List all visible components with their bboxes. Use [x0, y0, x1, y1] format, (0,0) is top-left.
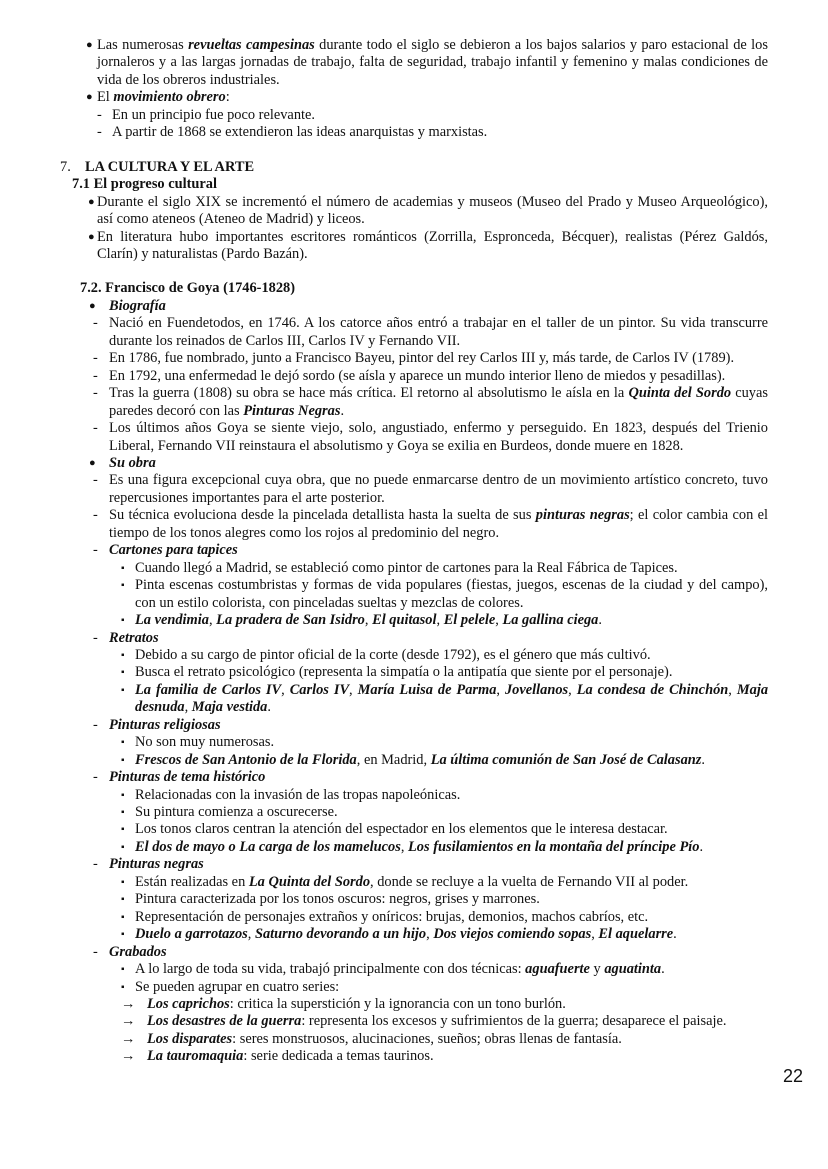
- arrow-icon: →: [121, 1048, 136, 1065]
- text: Relacionadas con la invasión de las tropas napoleónicas.: [135, 786, 461, 803]
- text: ,: [591, 926, 599, 943]
- section-heading: [60, 158, 768, 176]
- text: ,: [400, 838, 409, 855]
- text: No son muy numerosas.: [135, 734, 275, 751]
- emphasis-text: La tauromaquia: [147, 1048, 244, 1065]
- text: En 1792, una enfermedad le dejó sordo (se aísla y aparece un mundo interior lleno de miedos y pesadillas).: [109, 367, 726, 384]
- square-bullet-item: [121, 559, 768, 577]
- bullet-item: [86, 37, 768, 89]
- square-bullet-item: [121, 646, 768, 664]
- dash-marker: -: [93, 943, 98, 960]
- emphasis-text: La gallina ciega: [502, 612, 599, 629]
- text: Están realizadas en: [135, 873, 249, 890]
- dash-item: [93, 367, 768, 385]
- text: ,: [247, 926, 255, 943]
- square-bullet-item: [121, 734, 768, 751]
- text: ,: [728, 681, 737, 698]
- emphasis-text: Pinturas de tema histórico: [109, 769, 266, 786]
- text: Tras la guerra (1808) su obra se hace más crítica. El retorno al absolutismo le aísla en la: [109, 385, 629, 402]
- square-bullet-icon: ▪: [121, 964, 125, 976]
- text: Biografía: [109, 297, 166, 314]
- arrow-icon: →: [121, 1030, 136, 1047]
- square-bullet-item: [121, 612, 768, 629]
- dash-marker: -: [93, 385, 98, 402]
- emphasis-text: Cartones para tapices: [109, 542, 238, 559]
- text: .: [267, 699, 271, 716]
- square-bullet-item: [121, 961, 768, 978]
- dash-marker: -: [93, 542, 98, 559]
- emphasis-text: Pinturas negras: [109, 856, 204, 873]
- dash-item: [93, 350, 768, 367]
- text: , en Madrid,: [356, 751, 431, 768]
- square-bullet-icon: ▪: [121, 841, 125, 853]
- arrow-icon: →: [121, 1013, 136, 1030]
- emphasis-text: Quinta del Sordo: [628, 385, 732, 402]
- emphasis-text: revueltas campesinas: [188, 37, 315, 53]
- text: Nació en Fuendetodos, en 1746. A los catorce años entró a trabajar en el taller de un pintor. Su vida transcurre durante los reinados de Carlos III, Carlos IV y Fernando VII.: [109, 315, 768, 349]
- emphasis-text: Retratos: [109, 629, 159, 646]
- emphasis-text: Maja desnuda: [135, 681, 769, 716]
- text: En 1786, fue nombrado, junto a Francisco Bayeu, pintor del rey Carlos III y, más tarde, de Carlos IV (1789).: [109, 350, 735, 367]
- emphasis-text: aguatinta: [604, 961, 662, 978]
- bullet-icon: ●: [88, 195, 95, 208]
- dash-item: [93, 629, 768, 647]
- square-bullet-icon: ▪: [121, 789, 125, 801]
- square-bullet-icon: ▪: [121, 684, 125, 696]
- text: Busca el retrato psicológico (representa la simpatía o la antipatía que siente por el personaje).: [135, 664, 673, 681]
- arrow-item: [121, 996, 768, 1013]
- text: El: [97, 89, 114, 106]
- emphasis-text: El quitasol: [372, 612, 437, 629]
- square-bullet-item: [121, 838, 768, 856]
- text: durante todo el siglo se debieron a los bajos salarios y paro estacional de los jornaleros y a las largas jornadas de trabajo, falta de seguridad, trabajo infantil y femenino y malas condiciones de vida de los obreros industriales.: [97, 37, 768, 88]
- emphasis-text: La Quinta del Sordo: [248, 873, 371, 890]
- emphasis-text: Maja vestida: [191, 699, 268, 716]
- text: ,: [496, 681, 505, 698]
- text: ,: [184, 699, 192, 716]
- emphasis-text: Los disparates: [147, 1030, 233, 1047]
- text: Su técnica evoluciona desde la pincelada detallista hasta la suelta de sus: [109, 507, 536, 524]
- square-bullet-item: [121, 891, 768, 908]
- bullet-icon: ●: [89, 299, 96, 312]
- text: Durante el siglo XIX se incrementó el número de academias y museos (Museo del Prado y Museo Arqueológico), así como ateneos (Ateneo de Madrid) y liceos.: [97, 193, 768, 228]
- emphasis-text: Los desastres de la guerra: [147, 1013, 302, 1030]
- text: .: [699, 838, 704, 855]
- square-bullet-icon: ▪: [121, 807, 125, 819]
- square-bullet-icon: ▪: [121, 894, 125, 906]
- square-bullet-item: [121, 978, 768, 996]
- square-bullet-item: [121, 926, 768, 943]
- bullet-icon: ●: [86, 39, 93, 51]
- arrow-item: [121, 1048, 768, 1065]
- arrow-icon: →: [121, 996, 136, 1013]
- square-bullet-item: [121, 873, 768, 891]
- square-bullet-item: [121, 577, 768, 612]
- text: , donde se recluye a la vuelta de Fernando VII al poder.: [370, 873, 689, 890]
- dash-marker: -: [93, 716, 98, 733]
- square-bullet-icon: ▪: [121, 754, 125, 766]
- text: .: [340, 402, 345, 419]
- dash-item: [97, 106, 768, 124]
- text: Cuando llegó a Madrid, se estableció como pintor de cartones para la Real Fábrica de Tapices.: [135, 559, 678, 576]
- text: Es una figura excepcional cuya obra, que no puede enmarcarse dentro de un movimiento artístico concreto, tuvo repercusiones importantes para el arte posterior.: [109, 472, 768, 506]
- square-bullet-icon: ▪: [121, 929, 125, 941]
- dash-item: [93, 856, 768, 873]
- square-bullet-item: [121, 681, 769, 717]
- square-bullet-icon: ▪: [121, 737, 125, 749]
- text: ,: [426, 926, 434, 943]
- text: A partir de 1868 se extendieron las ideas anarquistas y marxistas.: [112, 124, 488, 141]
- text: Los últimos años Goya se siente viejo, solo, angustiado, enfermo y perseguido. En 1823, después del Trienio Liberal, Fernando VII reinstaura el absolutismo y Goya se exilia en Burdeos, donde muere en 1828.: [109, 420, 768, 454]
- emphasis-text: El dos de mayo o La carga de los mamelucos: [135, 838, 401, 855]
- text: 7.2. Francisco de Goya (1746-1828): [80, 280, 296, 297]
- text: : representa los excesos y sufrimientos de la guerra; desaparece el paisaje.: [301, 1013, 727, 1030]
- text: Pinta escenas costumbristas y formas de vida populares (fiestas, juegos, escenas de la ciudad y del campo), con un estilo colorista, con pinceladas sueltas y mezclas de colores.: [135, 577, 768, 611]
- dash-marker: -: [93, 769, 98, 786]
- dash-item: [93, 507, 768, 542]
- text: .: [661, 961, 665, 978]
- text: .: [701, 751, 705, 768]
- text: : critica la superstición y la ignorancia con un tono burlón.: [229, 996, 566, 1013]
- text: ,: [364, 612, 373, 629]
- dash-marker: -: [93, 420, 98, 437]
- text: 7.1 El progreso cultural: [72, 176, 217, 193]
- dash-marker: -: [93, 315, 98, 332]
- emphasis-text: pinturas negras: [535, 507, 630, 524]
- square-bullet-icon: ▪: [121, 824, 125, 836]
- emphasis-text: La última comunión de San José de Calasanz: [430, 751, 702, 768]
- emphasis-text: Grabados: [109, 943, 167, 960]
- text: cuyas paredes decoró con las: [109, 385, 768, 419]
- emphasis-text: El pelele: [443, 612, 496, 629]
- dash-item: [97, 124, 768, 141]
- emphasis-text: Dos viejos comiendo sopas: [433, 926, 592, 943]
- text: LA CULTURA Y EL ARTE: [85, 158, 255, 175]
- dash-item: [93, 472, 768, 507]
- square-bullet-icon: ▪: [121, 615, 125, 627]
- text: Los tonos claros centran la atención del espectador en los elementos que le interesa destacar.: [135, 821, 668, 838]
- square-bullet-icon: ▪: [121, 876, 125, 888]
- dash-item: [93, 716, 768, 734]
- subsection-heading: [80, 280, 768, 297]
- page-number: 22: [783, 1066, 804, 1086]
- arrow-item: [121, 1013, 768, 1030]
- emphasis-text: aguafuerte: [525, 961, 590, 978]
- dash-marker: -: [97, 124, 102, 141]
- text: Su pintura comienza a oscurecerse.: [135, 804, 338, 821]
- dash-item: [93, 420, 768, 455]
- emphasis-text: Pinturas religiosas: [109, 716, 221, 733]
- document-body: [0, 37, 828, 1066]
- emphasis-text: Saturno devorando a un hijo: [254, 926, 427, 943]
- section-number: 7.: [60, 158, 71, 175]
- dash-marker: -: [93, 856, 98, 873]
- text: Debido a su cargo de pintor oficial de la corte (desde 1792), es el género que más cultivó.: [135, 646, 651, 663]
- square-bullet-icon: ▪: [121, 562, 125, 574]
- dash-marker: -: [93, 350, 98, 367]
- text: ,: [281, 681, 290, 698]
- emphasis-text: La pradera de San Isidro: [216, 612, 365, 629]
- dash-marker: -: [93, 507, 98, 524]
- text: Representación de personajes extraños y oníricos: brujas, demonios, machos cabríos, etc.: [135, 908, 649, 925]
- square-bullet-item: [121, 804, 768, 821]
- square-bullet-item: [121, 908, 768, 926]
- bullet-icon: ●: [89, 456, 96, 469]
- text: ,: [568, 681, 577, 698]
- square-bullet-item: [121, 664, 768, 681]
- text: : serie dedicada a temas taurinos.: [243, 1048, 434, 1065]
- dash-item: [93, 769, 768, 786]
- bullet-item: [86, 89, 768, 106]
- bullet-icon: ●: [86, 91, 93, 104]
- text: Las numerosas: [97, 37, 189, 53]
- text: :: [225, 89, 230, 106]
- bullet-icon: ●: [88, 230, 95, 243]
- emphasis-text: movimiento obrero: [113, 89, 226, 106]
- square-bullet-icon: ▪: [121, 667, 125, 679]
- dash-marker: -: [93, 367, 98, 384]
- emphasis-text: Los caprichos: [147, 996, 230, 1013]
- emphasis-text: Frescos de San Antonio de la Florida: [135, 751, 357, 768]
- square-bullet-item: [121, 821, 768, 838]
- emphasis-text: María Luisa de Parma: [357, 681, 497, 698]
- text: Pintura caracterizada por los tonos oscuros: negros, grises y marrones.: [135, 891, 540, 908]
- emphasis-text: La familia de Carlos IV: [135, 681, 282, 698]
- dash-marker: -: [93, 472, 98, 489]
- text: ,: [495, 612, 503, 629]
- square-bullet-icon: ▪: [121, 580, 125, 592]
- bullet-item: [88, 228, 768, 264]
- square-bullet-item: [121, 751, 768, 769]
- text: ,: [349, 681, 358, 698]
- topic-heading: [89, 297, 768, 315]
- dash-item: [93, 943, 768, 961]
- text: .: [673, 926, 677, 943]
- emphasis-text: Los fusilamientos en la montaña del príncipe Pío: [408, 838, 700, 855]
- bullet-item: [88, 193, 768, 229]
- text: ; el color cambia con el tiempo de los tonos alegres como los rojos al predominio del negro.: [109, 507, 768, 541]
- text: Su obra: [109, 454, 156, 471]
- emphasis-text: La vendimia: [135, 612, 209, 629]
- text: A lo largo de toda su vida, trabajó principalmente con dos técnicas:: [135, 961, 526, 978]
- text: En un principio fue poco relevante.: [112, 106, 315, 123]
- square-bullet-icon: ▪: [121, 981, 125, 993]
- topic-heading: [89, 454, 768, 472]
- emphasis-text: El aquelarre: [598, 926, 674, 943]
- subsection-heading: [72, 176, 768, 193]
- dash-item: [93, 315, 768, 350]
- dash-marker: -: [93, 629, 98, 646]
- text: ,: [436, 612, 444, 629]
- text: y: [589, 961, 605, 978]
- dash-marker: -: [97, 106, 102, 123]
- arrow-item: [121, 1030, 768, 1048]
- text: ,: [208, 612, 217, 629]
- square-bullet-icon: ▪: [121, 911, 125, 923]
- emphasis-text: La condesa de Chinchón: [576, 681, 729, 698]
- square-bullet-item: [121, 786, 768, 804]
- text: : seres monstruosos, alucinaciones, sueños; obras llenas de fantasía.: [232, 1030, 622, 1047]
- text: Se pueden agrupar en cuatro series:: [135, 978, 340, 995]
- dash-item: [93, 385, 768, 420]
- emphasis-text: Duelo a garrotazos: [135, 926, 248, 943]
- emphasis-text: Carlos IV: [289, 681, 350, 698]
- dash-item: [93, 542, 768, 559]
- emphasis-text: Jovellanos: [504, 681, 569, 698]
- text: En literatura hubo importantes escritores románticos (Zorrilla, Espronceda, Bécquer), realistas (Pérez Galdós, Clarín) y naturalistas (Pardo Bazán).: [97, 228, 768, 262]
- square-bullet-icon: ▪: [121, 649, 125, 661]
- emphasis-text: Pinturas Negras: [243, 402, 341, 419]
- text: .: [598, 612, 602, 629]
